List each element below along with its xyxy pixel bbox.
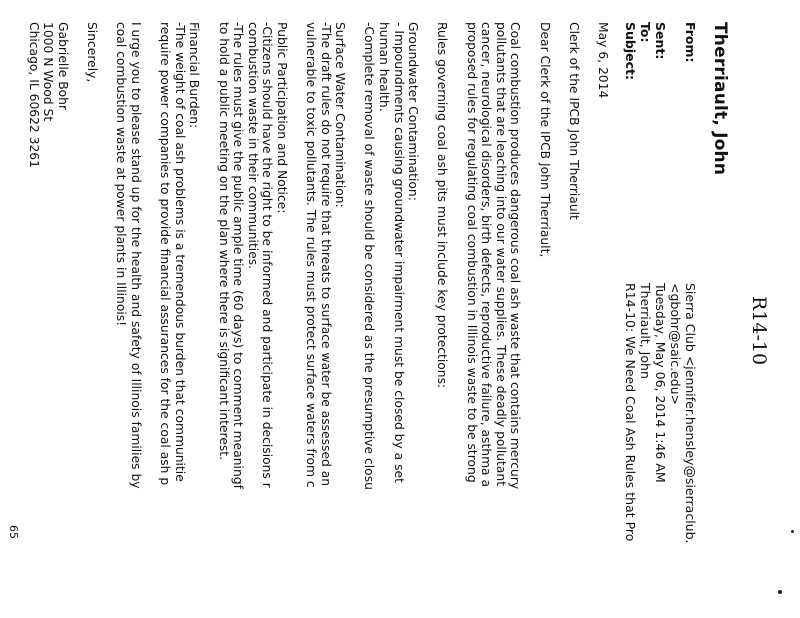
sent-value: Tuesday, May 06, 2014 1:46 AM xyxy=(653,283,668,483)
to-value: Therriault, John xyxy=(638,283,653,379)
from-label: From: xyxy=(683,22,698,63)
surface-water-heading: Surface Water Contamination: xyxy=(333,22,348,208)
financial-heading: Financial Burden: xyxy=(187,22,202,129)
financial-line: -The weight of coal ash problems is a tremendous burden that communitie xyxy=(172,22,187,482)
to-label: To: xyxy=(638,22,653,43)
subject-label: Subject: xyxy=(623,22,638,80)
intro-line: proposed rules for regulating coal combustion in Illinois waste to be strong xyxy=(464,22,479,483)
signature-address: 1000 N Wood St xyxy=(41,22,56,122)
scan-speck xyxy=(778,590,782,594)
groundwater-line: -Complete removal of waste should be considered as the presumptive closu xyxy=(362,22,377,490)
letter-recipient: Clerk of the IPCB John Therriault xyxy=(566,22,581,220)
sent-label: Sent: xyxy=(653,22,668,60)
scan-speck xyxy=(791,530,794,533)
surface-water-line: -The draft rules do not require that threats to surface water be assessed an xyxy=(318,22,333,487)
groundwater-line: human health. xyxy=(377,22,392,112)
key-protections-line: Rules governing coal ash pits must include key protections: xyxy=(435,22,450,389)
surface-water-line: vulnerable to toxic pollutants. The rules must protect surface waters from c xyxy=(304,22,319,488)
letter-date: May 6, 2014 xyxy=(596,22,610,99)
subject-value: R14-10: We Need Coal Ash Rules that Pro xyxy=(623,283,638,542)
closing-request-line: I urge you to please stand up for the health and safety of Illinois families by xyxy=(129,22,143,489)
groundwater-heading: Groundwater Contamination: xyxy=(406,22,421,201)
public-participation-line: -The rules must give the public ample time (60 days) to comment meaningf xyxy=(231,22,246,489)
public-participation-heading: Public Participation and Notice: xyxy=(274,22,289,214)
letter-body xyxy=(26,22,610,490)
intro-line: Coal combustion produces dangerous coal ash waste that contains mercury xyxy=(508,22,523,490)
signature-city: Chicago, IL 60622 3261 xyxy=(26,22,41,168)
sender-name: Therriault, John xyxy=(710,22,730,176)
intro-line: cancer, neurological disorders, birth defects, reproductive failure, asthma a xyxy=(479,22,494,488)
signature-name: Gabrielle Bohr xyxy=(56,22,71,111)
signoff: Sincerely, xyxy=(85,22,100,83)
docket-number: R14-10 xyxy=(748,296,770,366)
from-email: <gbohr@saic.edu> xyxy=(668,283,683,406)
public-participation-line: combustion waste in their communities. xyxy=(245,22,260,270)
page-number: 65 xyxy=(7,525,20,539)
closing-request-line: coal combustion waste at power plants in Illinois! xyxy=(114,22,129,327)
public-participation-line: -Citizens should have the right to be informed and participate in decisions r xyxy=(260,22,275,488)
intro-line: pollutants that are leaching into our water supplies. These deadly pollutant xyxy=(493,22,508,487)
from-value: Sierra Club <jennifer.hensley@sierraclub. xyxy=(683,283,698,544)
letter-salutation: Dear Clerk of the IPCB John Therriault, xyxy=(537,22,552,258)
groundwater-line: - Impoundments causing groundwater impairment must be closed by a set xyxy=(391,22,406,483)
financial-line: require power companies to provide financial assurances for the coal ash p xyxy=(158,22,173,486)
public-participation-line: to hold a public meeting on the plan where there is significant interest. xyxy=(216,22,231,461)
